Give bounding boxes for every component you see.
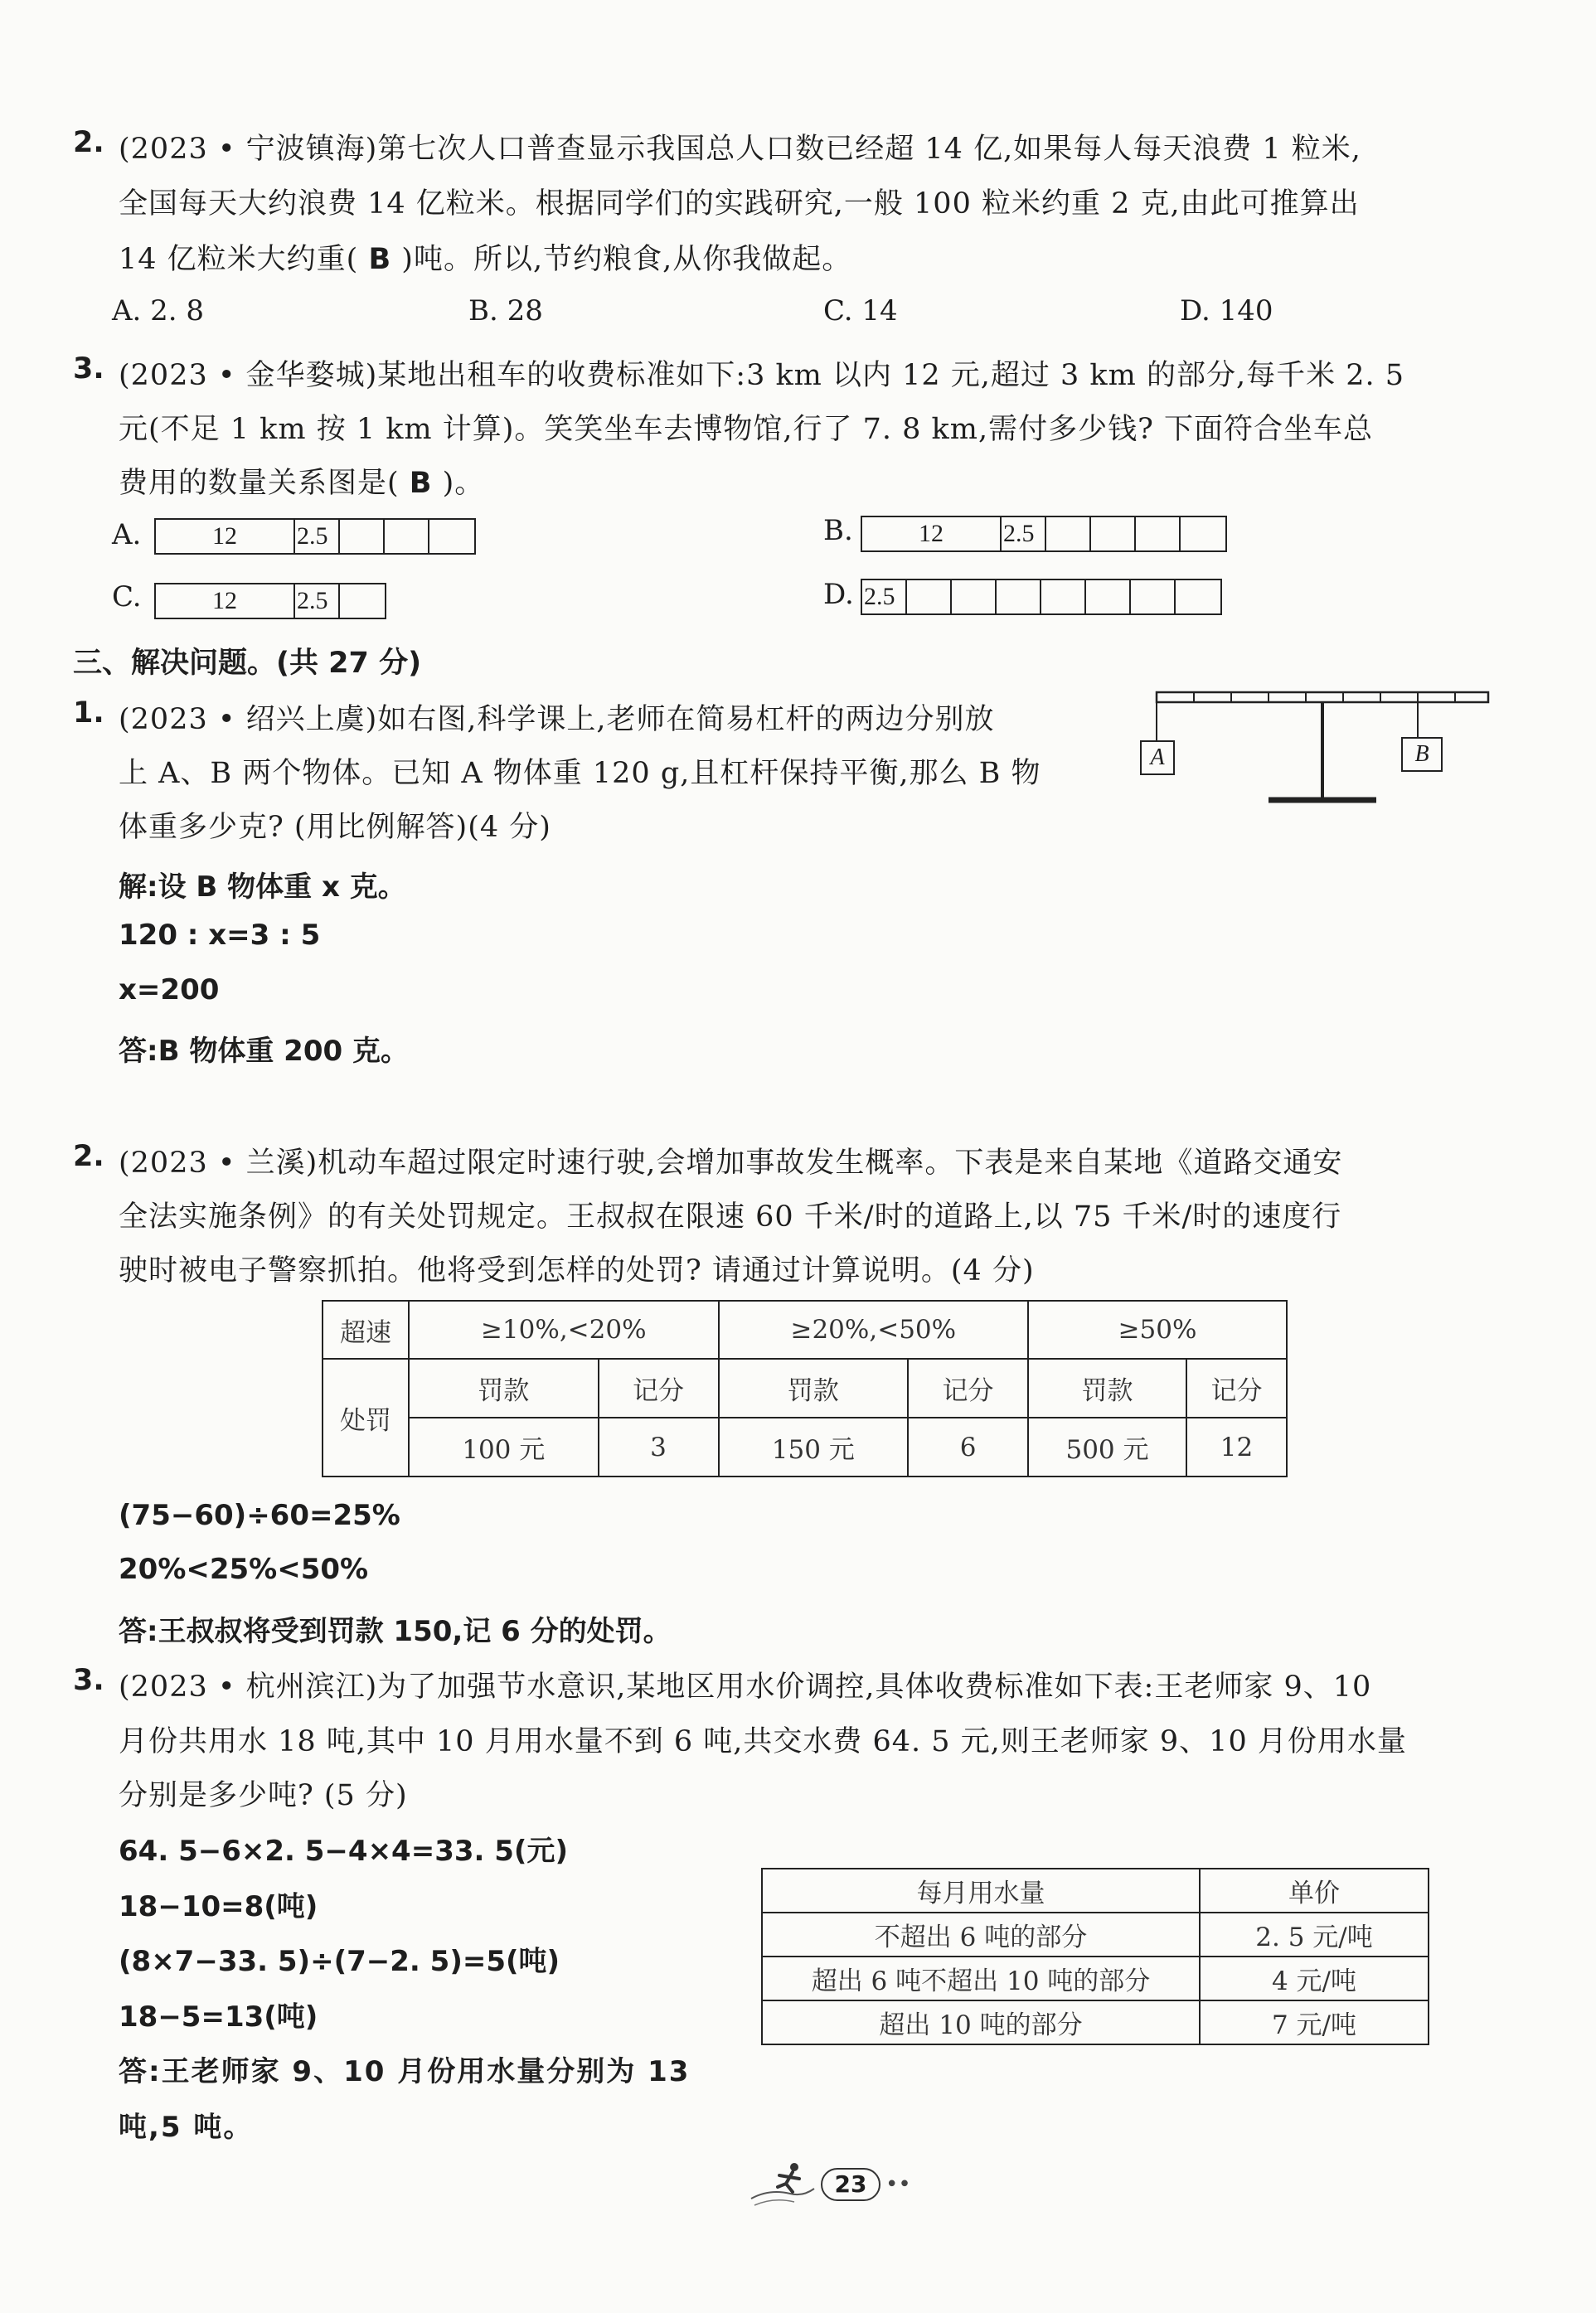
q2-answer: B: [368, 243, 392, 276]
p2-line-2: 全法实施条例》的有关处罚规定。王叔叔在限速 60 千米/时的道路上,以 75 千米/时的速度行: [119, 1200, 1342, 1234]
p3-line-2: 月份共用水 18 吨,其中 10 月用水量不到 6 吨,共交水费 64. 5 元,则王老师家 9、10 月份用水量: [119, 1725, 1407, 1758]
p2-line-3: 驶时被电子警察抓拍。他将受到怎样的处罚? 请通过计算说明。(4 分): [119, 1254, 1035, 1287]
bar-b-cell: [1091, 517, 1136, 550]
q3-bar-c: [154, 583, 386, 619]
range-cell: ≥10%,<20%: [409, 1301, 719, 1359]
runner-logo-icon: [745, 2155, 819, 2214]
bar-a-cell: [340, 520, 385, 553]
p3-solution-2: 18−10=8(吨): [119, 1890, 318, 1923]
bar-d-cell: [907, 580, 952, 613]
q2-option-c: C. 14: [823, 294, 898, 327]
tier-cell: 超出 10 吨的部分: [762, 2000, 1200, 2044]
q3-bar-b: [861, 516, 1227, 552]
q3-answer: B: [409, 467, 433, 500]
object-a-box: A: [1140, 740, 1175, 775]
bar-c-cell: [340, 584, 385, 618]
q2-line-2: 全国每天大约浪费 14 亿粒米。根据同学们的实践研究,一般 100 粒米约重 2 克,由此可推算出: [119, 187, 1360, 221]
bar-a-base-cell: 12: [156, 520, 295, 553]
section-title: 三、解决问题。(共 27 分): [73, 647, 422, 680]
bar-d-cell: [952, 580, 997, 613]
p3-solution-1: 64. 5−6×2. 5−4×4=33. 5(元): [119, 1835, 569, 1868]
penalty-table: [322, 1300, 1288, 1477]
p2-number: 2.: [73, 1140, 104, 1173]
value-cell: 150 元: [719, 1418, 909, 1477]
p2-solution-2: 20%<25%<50%: [119, 1553, 369, 1586]
page-number: 23: [821, 2168, 880, 2201]
value-cell: 100 元: [409, 1418, 599, 1477]
q3-line-3: 费用的数量关系图是( B )。: [119, 467, 485, 500]
q2-line-3: 14 亿粒米大约重( B )吨。所以,节约粮食,从你我做起。: [119, 243, 852, 276]
p1-solution-answer: 答:B 物体重 200 克。: [119, 1035, 409, 1068]
bar-d-cell: [1086, 580, 1131, 613]
bar-c-base-cell: 12: [156, 584, 295, 618]
p1-solution-1: 解:设 B 物体重 x 克。: [119, 870, 406, 904]
p2-solution-answer: 答:王叔叔将受到罚款 150,记 6 分的处罚。: [119, 1615, 672, 1648]
q2-line-1: (2023 • 宁波镇海)第七次人口普查显示我国总人口数已经超 14 亿,如果每人每天浪费 1 粒米,: [119, 133, 1361, 166]
value-cell: 3: [599, 1418, 719, 1477]
sub-header-cell: 罚款: [719, 1359, 909, 1418]
bar-a-cell: [385, 520, 429, 553]
p1-line-1: (2023 • 绍兴上虞)如右图,科学课上,老师在简易杠杆的两边分别放: [119, 703, 995, 736]
range-cell: ≥20%,<50%: [719, 1301, 1029, 1359]
bar-c-unit-cell: 2.5: [295, 584, 340, 618]
q2-number: 2.: [73, 126, 104, 159]
sub-header-cell: 记分: [599, 1359, 719, 1418]
value-cell: 500 元: [1028, 1418, 1186, 1477]
page-dots-icon: ••: [885, 2172, 911, 2197]
q3-option-b-label: B.: [823, 514, 853, 547]
sub-header-cell: 记分: [908, 1359, 1028, 1418]
price-cell: 2. 5 元/吨: [1200, 1913, 1429, 1957]
p2-line-1: (2023 • 兰溪)机动车超过限定时速行驶,会增加事故发生概率。下表是来自某地《道路交通安: [119, 1147, 1343, 1180]
q3-option-d-label: D.: [823, 578, 854, 611]
price-cell: 7 元/吨: [1200, 2000, 1429, 2044]
bar-d-cell: [1041, 580, 1086, 613]
q3-line-1: (2023 • 金华婺城)某地出租车的收费标准如下:3 km 以内 12 元,超过 3 km 的部分,每千米 2. 5: [119, 359, 1404, 392]
p3-line-1: (2023 • 杭州滨江)为了加强节水意识,某地区用水价调控,具体收费标准如下表:王老师家 9、10: [119, 1670, 1372, 1704]
q3-number: 3.: [73, 352, 104, 386]
q2-option-a: A. 2. 8: [112, 294, 205, 327]
p3-solution-answer: 答:王老师家 9、10 月份用水量分别为 13: [119, 2055, 691, 2088]
bar-b-unit-cell: 2.5: [1002, 517, 1046, 550]
value-cell: 12: [1186, 1418, 1287, 1477]
p3-solution-4: 18−5=13(吨): [119, 2000, 318, 2034]
bar-d-cell: [1176, 580, 1220, 613]
bar-b-cell: [1181, 517, 1225, 550]
q3-bar-a: [154, 518, 476, 555]
q3-option-c-label: C.: [112, 580, 142, 613]
q3-option-a-label: A.: [112, 518, 142, 551]
p1-number: 1.: [73, 696, 104, 730]
object-b-box: B: [1401, 737, 1443, 772]
bar-d-cell: [1131, 580, 1176, 613]
p1-line-2: 上 A、B 两个物体。已知 A 物体重 120 g,且杠杆保持平衡,那么 B 物: [119, 757, 1041, 790]
bar-a-unit-cell: 2.5: [295, 520, 340, 553]
water-price-table: [761, 1868, 1429, 2045]
bar-d-unit-cell: 2.5: [862, 580, 907, 613]
table-label-penalty: 处罚: [323, 1359, 409, 1477]
p1-line-3: 体重多少克? (用比例解答)(4 分): [119, 811, 551, 844]
bar-b-cell: [1046, 517, 1091, 550]
tier-cell: 超出 6 吨不超出 10 吨的部分: [762, 1957, 1200, 2000]
p1-solution-2: 120 : x=3 : 5: [119, 919, 321, 952]
tier-cell: 不超出 6 吨的部分: [762, 1913, 1200, 1957]
header-cell: 单价: [1200, 1869, 1429, 1913]
value-cell: 6: [908, 1418, 1028, 1477]
p3-number: 3.: [73, 1664, 104, 1697]
p3-solution-3: (8×7−33. 5)÷(7−2. 5)=5(吨): [119, 1945, 560, 1978]
p2-solution-1: (75−60)÷60=25%: [119, 1499, 400, 1532]
p1-solution-3: x=200: [119, 973, 220, 1006]
bar-d-cell: [997, 580, 1041, 613]
q2-option-b: B. 28: [468, 294, 543, 327]
p3-solution-answer-cont: 吨,5 吨。: [119, 2111, 254, 2144]
header-cell: 每月用水量: [762, 1869, 1200, 1913]
table-label-speeding: 超速: [323, 1301, 409, 1359]
lever-diagram: [1128, 684, 1501, 817]
bar-b-cell: [1136, 517, 1181, 550]
range-cell: ≥50%: [1028, 1301, 1287, 1359]
q3-line-2: 元(不足 1 km 按 1 km 计算)。笑笑坐车去博物馆,行了 7. 8 km,需付多少钱? 下面符合坐车总: [119, 413, 1373, 446]
p3-line-3: 分别是多少吨? (5 分): [119, 1779, 408, 1812]
sub-header-cell: 罚款: [409, 1359, 599, 1418]
bar-a-cell: [429, 520, 474, 553]
bar-b-base-cell: 12: [862, 517, 1002, 550]
sub-header-cell: 记分: [1186, 1359, 1287, 1418]
q3-bar-d: [861, 579, 1222, 615]
q2-option-d: D. 140: [1180, 294, 1273, 327]
sub-header-cell: 罚款: [1028, 1359, 1186, 1418]
price-cell: 4 元/吨: [1200, 1957, 1429, 2000]
